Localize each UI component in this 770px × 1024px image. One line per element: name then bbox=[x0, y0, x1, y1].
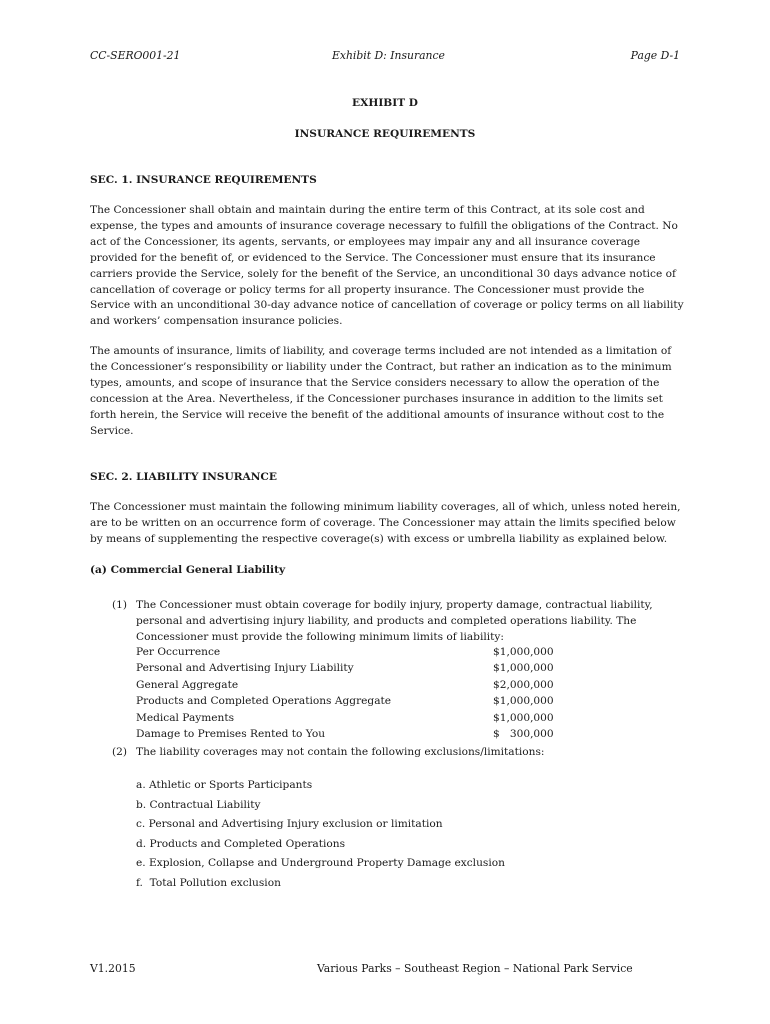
item-line: personal and advertising injury liability, and products and completed operations liability. The bbox=[136, 615, 637, 628]
limit-label: Medical Payments bbox=[136, 711, 235, 724]
exhibit-subtitle: INSURANCE REQUIREMENTS bbox=[294, 128, 476, 140]
paragraph-line: are to be written on an occurrence form of coverage. The Concessioner may attain the limits specified below bbox=[90, 516, 676, 529]
paragraph-line: concession at the Area. Nevertheless, if the Concessioner purchases insurance in addition to the limits set bbox=[90, 392, 663, 405]
limit-row bbox=[136, 646, 556, 662]
paragraph-line: The amounts of insurance, limits of liability, and coverage terms included are not intended as a limitation of bbox=[90, 345, 672, 357]
page-header bbox=[90, 49, 680, 65]
header-exhibit-title: Exhibit D: Insurance bbox=[332, 49, 445, 62]
limit-row bbox=[136, 695, 556, 711]
exclusion-item: f. Total Pollution exclusion bbox=[136, 876, 281, 889]
exclusion-item: b. Contractual Liability bbox=[136, 798, 261, 811]
paragraph-line: act of the Concessioner, its agents, servants, or employees may impair any and all insurance coverage bbox=[90, 235, 641, 248]
exhibit-title: EXHIBIT D bbox=[352, 97, 418, 109]
section-2-heading: SEC. 2. LIABILITY INSURANCE bbox=[90, 471, 277, 483]
item-number: (2) bbox=[112, 746, 128, 758]
limit-amount: $2,000,000 bbox=[493, 678, 554, 691]
paragraph-line: Service with an unconditional 30-day advance notice of cancellation of coverage or policy terms on all liability bbox=[90, 299, 684, 312]
section-2-paragraph-1 bbox=[90, 500, 682, 548]
limit-amount: $1,000,000 bbox=[493, 662, 554, 675]
item-line: The Concessioner must obtain coverage for bodily injury, property damage, contractual liability, bbox=[136, 599, 653, 611]
limit-label: General Aggregate bbox=[136, 678, 239, 691]
item-body bbox=[136, 744, 544, 760]
limit-row bbox=[136, 712, 556, 728]
exclusion-item: a. Athletic or Sports Participants bbox=[136, 779, 313, 791]
item-line: The liability coverages may not contain the following exclusions/limitations: bbox=[136, 746, 545, 758]
header-page-number: Page D-1 bbox=[630, 49, 680, 62]
item-line: Concessioner must provide the following minimum limits of liability: bbox=[136, 631, 504, 644]
exclusion-item: c. Personal and Advertising Injury exclusion or limitation bbox=[136, 818, 443, 831]
limit-amount: $ 300,000 bbox=[493, 727, 554, 740]
item-number: (1) bbox=[112, 599, 128, 611]
paragraph-line: forth herein, the Service will receive the benefit of the additional amounts of insurance without cost to the bbox=[90, 408, 665, 421]
footer-agency: Various Parks – Southeast Region – National Park Service bbox=[317, 962, 633, 975]
paragraph-line: The Concessioner shall obtain and maintain during the entire term of this Contract, at its sole cost and bbox=[90, 204, 645, 216]
limit-row bbox=[136, 728, 556, 744]
liability-limits-table bbox=[136, 646, 556, 744]
limit-row bbox=[136, 662, 556, 678]
page-footer bbox=[90, 962, 680, 978]
paragraph-line: and workers’ compensation insurance policies. bbox=[90, 315, 343, 328]
paragraph-line: by means of supplementing the respective coverage(s) with excess or umbrella liability as explained below. bbox=[90, 532, 668, 545]
limit-label: Per Occurrence bbox=[136, 646, 221, 658]
paragraph-line: types, amounts, and scope of insurance that the Service considers necessary to allow the operation of the bbox=[90, 376, 660, 389]
footer-version: V1.2015 bbox=[90, 962, 136, 975]
paragraph-line: The Concessioner must maintain the following minimum liability coverages, all of which, unless noted herein, bbox=[90, 501, 681, 513]
paragraph-line: carriers provide the Service, solely for the benefit of the Service, an unconditional 30 days advance notice of bbox=[90, 267, 676, 280]
header-contract-number: CC-SERO001-21 bbox=[90, 49, 181, 62]
section-1-paragraph-2 bbox=[90, 344, 682, 439]
limit-row bbox=[136, 679, 556, 695]
paragraph-line: provided for the benefit of, or evidenced to the Service. The Concessioner must ensure that its insurance bbox=[90, 251, 656, 264]
limit-amount: $1,000,000 bbox=[493, 646, 554, 658]
limit-label: Damage to Premises Rented to You bbox=[136, 727, 326, 740]
exclusions-list bbox=[136, 779, 505, 897]
exclusion-item: d. Products and Completed Operations bbox=[136, 837, 346, 850]
commercial-general-liability-heading: (a) Commercial General Liability bbox=[90, 564, 286, 576]
section-1-paragraph-1 bbox=[90, 203, 682, 330]
limit-amount: $1,000,000 bbox=[493, 695, 554, 708]
limit-amount: $1,000,000 bbox=[493, 711, 554, 724]
limit-label: Personal and Advertising Injury Liability bbox=[136, 662, 354, 675]
limit-label: Products and Completed Operations Aggregate bbox=[136, 695, 392, 708]
paragraph-line: the Concessioner’s responsibility or liability under the Contract, but rather an indication as to the minimum bbox=[90, 360, 672, 373]
section-1-heading: SEC. 1. INSURANCE REQUIREMENTS bbox=[90, 174, 317, 186]
paragraph-line: expense, the types and amounts of insurance coverage necessary to fulfill the obligations of the Contract. No bbox=[90, 219, 678, 232]
paragraph-line: Service. bbox=[90, 424, 134, 437]
paragraph-line: cancellation of coverage or policy terms for all property insurance. The Concessioner must provide the bbox=[90, 283, 645, 296]
exclusion-item: e. Explosion, Collapse and Underground Property Damage exclusion bbox=[136, 857, 505, 870]
item-body bbox=[136, 597, 653, 646]
